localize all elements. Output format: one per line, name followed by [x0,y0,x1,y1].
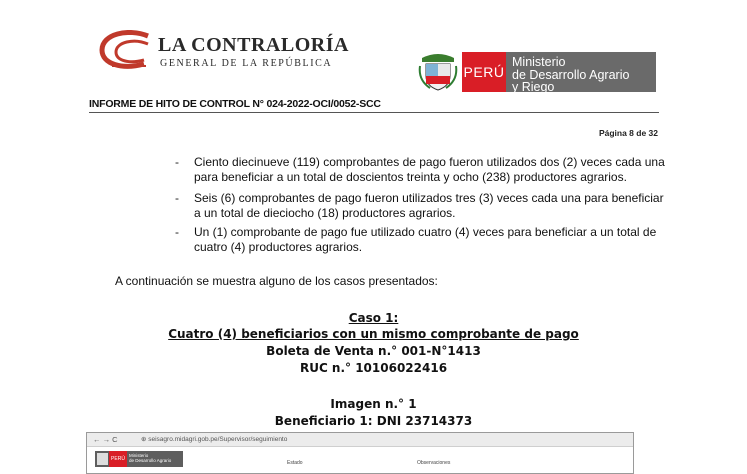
contraloria-logo [98,26,349,74]
browser-url: ⊕ seisagro.midagri.gob.pe/Supervisor/seguimiento [141,436,288,443]
embedded-ministry-line-2: de Desarrollo Agrario [129,458,172,463]
image-caption: Beneficiario 1: DNI 23714373 [274,414,473,428]
embedded-column-estado: Estado [287,460,303,466]
intro-paragraph: A continuación se muestra alguno de los casos presentados: [115,274,438,288]
ministry-line-2: de Desarrollo Agrario [512,67,630,82]
bullet-text: Seis (6) comprobantes de pago fueron utilizados tres (3) veces cada una para beneficiar a un total de dieciocho (18) productores agrarios. [194,191,664,220]
embedded-coat-of-arms-icon [97,453,108,465]
browser-nav-icons: ← → C [93,435,118,444]
case-title: Caso 1: [348,311,399,325]
peru-badge: PERÚ [462,52,506,92]
embedded-screenshot [86,432,634,474]
embedded-peru-badge: PERÚ [109,451,127,467]
bullet-text: Ciento diecinueve (119) comprobantes de pago fueron utilizados dos (2) veces cada una para beneficiar a un total de doscientos treinta y ocho (238) productores agrarios. [194,155,665,184]
bullet-text: Un (1) comprobante de pago fue utilizado cuatro (4) veces para beneficiar a un total de cuatro (4) productores agrarios. [194,225,657,254]
embedded-page-header [87,447,633,473]
page-number: Página 8 de 32 [598,128,658,138]
ministry-line-1: Ministerio [512,55,566,69]
coat-of-arms-icon [418,52,458,92]
header-divider [89,112,659,113]
bullet-marker: - [175,191,179,205]
embedded-column-observaciones: Observaciones [417,460,451,466]
ministry-line-3: y Riego [512,80,555,94]
embedded-ministry-line-1: Ministerio [129,453,149,458]
bullet-marker: - [175,225,179,239]
contraloria-name: LA CONTRALORÍA [158,34,349,56]
contraloria-emblem-icon [98,30,154,70]
contraloria-subtitle: GENERAL DE LA REPÚBLICA [160,58,333,69]
bullet-marker: - [175,155,179,169]
browser-address-bar [87,433,633,447]
embedded-ministry-text [129,453,171,463]
ministry-label [506,52,656,92]
report-code: INFORME DE HITO DE CONTROL N° 024-2022-OCI/0052-SCC [89,98,381,110]
case-subtitle: Cuatro (4) beneficiarios con un mismo comprobante de pago [168,327,579,341]
image-title: Imagen n.° 1 [330,397,417,411]
ruc-number: RUC n.° 10106022416 [299,361,448,375]
boleta-number: Boleta de Venta n.° 001-N°1413 [266,344,481,358]
